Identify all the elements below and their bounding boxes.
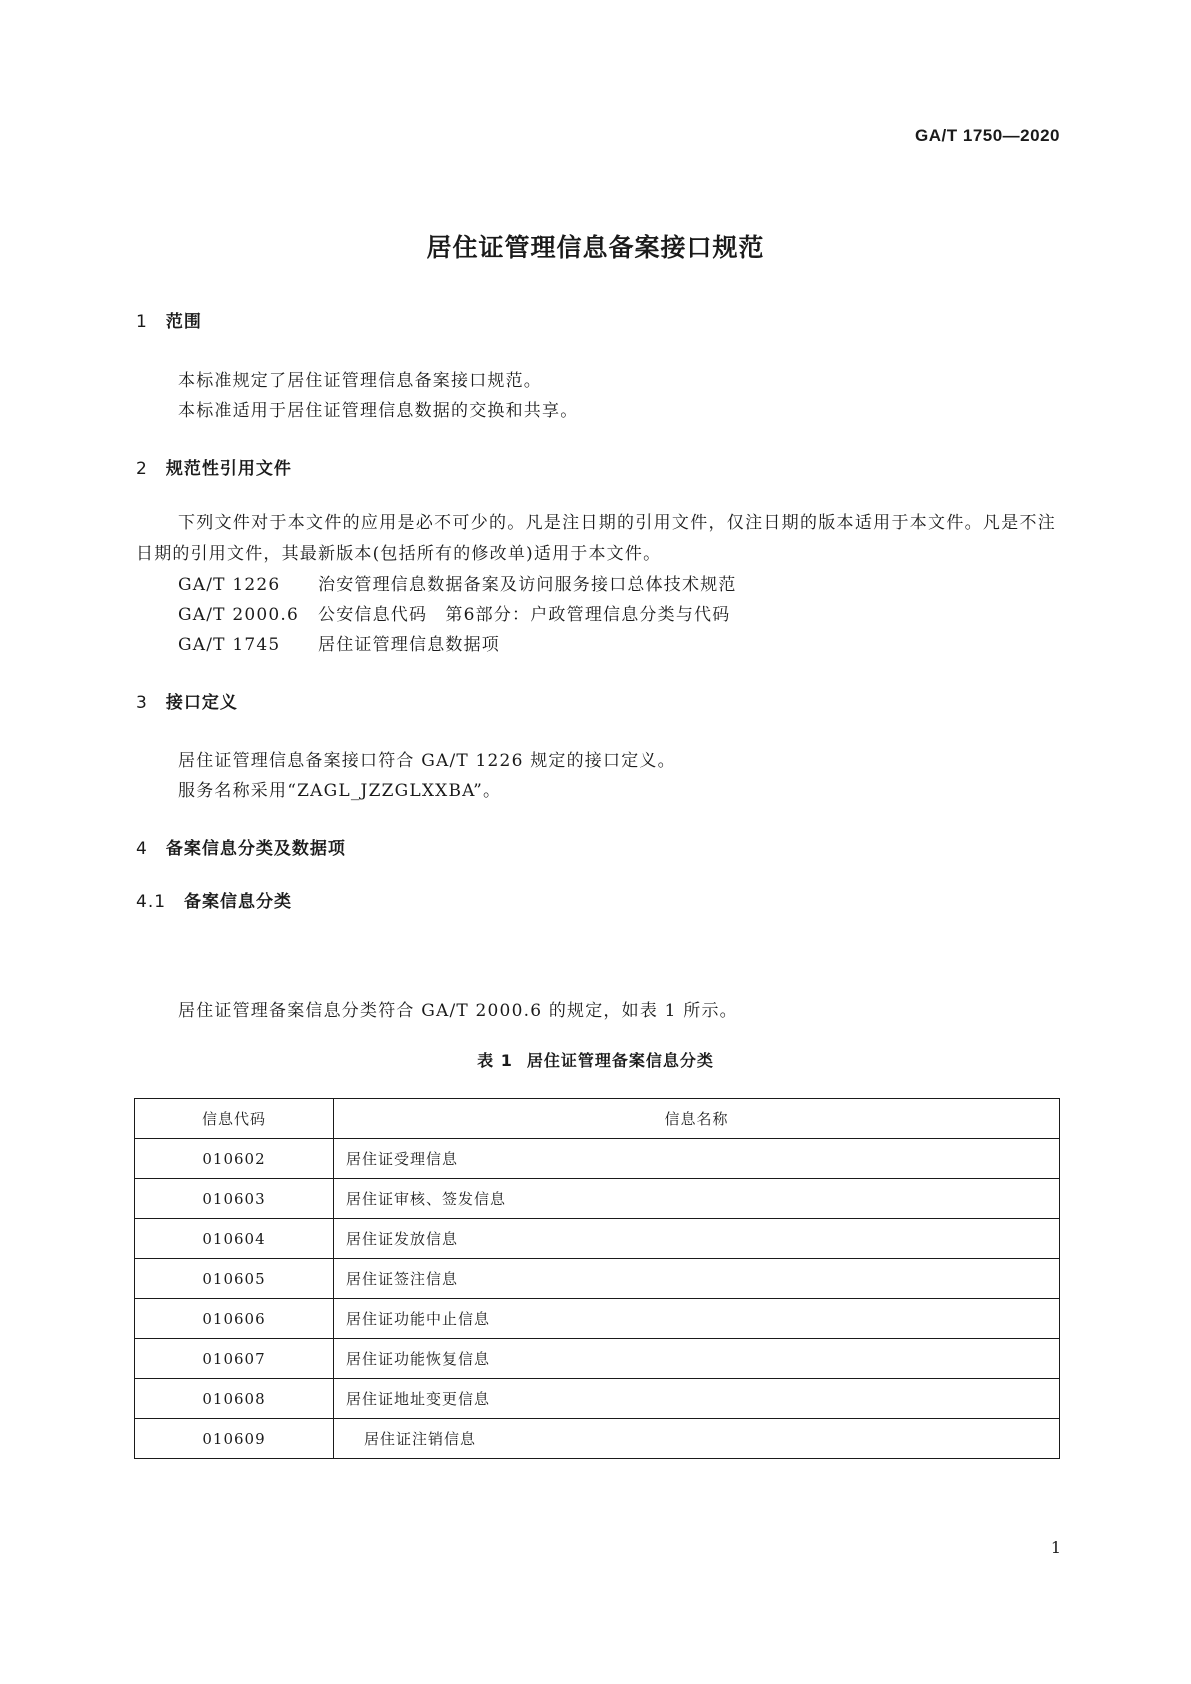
table-header-row [135, 1099, 1060, 1139]
info-name-cell: 居住证功能中止信息 [334, 1299, 1060, 1339]
paragraph: 居住证管理信息备案接口符合 GA/T 1226 规定的接口定义。 [178, 751, 676, 771]
section-number: 1 [136, 312, 148, 332]
info-code-cell: 010606 [135, 1299, 334, 1339]
info-code-cell: 010603 [135, 1179, 334, 1219]
column-header-code: 信息代码 [135, 1099, 334, 1139]
paragraph: 本标准规定了居住证管理信息备案接口规范。 [178, 371, 542, 391]
paragraph: 下列文件对于本文件的应用是必不可少的。凡是注日期的引用文件，仅注日期的版本适用于本文件。凡是不注日期的引用文件，其最新版本(包括所有的修改单)适用于本文件。 [136, 513, 1056, 564]
table-caption [0, 1048, 1191, 1071]
info-name-cell: 居住证功能恢复信息 [334, 1339, 1060, 1379]
table-row [135, 1339, 1060, 1379]
info-name-cell: 居住证地址变更信息 [334, 1379, 1060, 1419]
section-3-heading [136, 688, 238, 713]
info-classification-table [134, 1098, 1060, 1459]
info-name-cell: 居住证受理信息 [334, 1139, 1060, 1179]
column-header-name: 信息名称 [334, 1099, 1060, 1139]
section-4-heading [136, 834, 346, 859]
info-name-cell: 居住证签注信息 [334, 1259, 1060, 1299]
info-code-cell: 010607 [135, 1339, 334, 1379]
table-caption-title: 居住证管理备案信息分类 [526, 1051, 714, 1070]
section-number: 2 [136, 459, 148, 479]
section-1-heading [136, 307, 202, 332]
paragraph: 本标准适用于居住证管理信息数据的交换和共享。 [178, 401, 579, 421]
reference-title: 居住证管理信息数据项 [318, 635, 500, 655]
info-code-cell: 010604 [135, 1219, 334, 1259]
section-2-heading [136, 454, 292, 479]
info-name-cell: 居住证发放信息 [334, 1219, 1060, 1259]
table-row [135, 1219, 1060, 1259]
section-title: 备案信息分类 [184, 892, 293, 912]
reference-item [178, 630, 500, 655]
reference-title: 治安管理信息数据备案及访问服务接口总体技术规范 [318, 575, 737, 595]
table-row [135, 1139, 1060, 1179]
paragraph: 居住证管理备案信息分类符合 GA/T 2000.6 的规定，如表 1 所示。 [178, 1001, 738, 1021]
section-number: 4.1 [136, 892, 167, 912]
standard-code: GA/T 1750—2020 [915, 126, 1060, 145]
reference-item [178, 570, 737, 595]
info-name-cell: 居住证注销信息 [334, 1419, 1060, 1459]
table-row [135, 1379, 1060, 1419]
reference-code: GA/T 1226 [178, 575, 281, 595]
reference-item [178, 600, 730, 625]
section-number: 3 [136, 693, 148, 713]
reference-code: GA/T 2000.6 [178, 605, 300, 625]
table-row [135, 1419, 1060, 1459]
info-name-cell: 居住证审核、签发信息 [334, 1179, 1060, 1219]
reference-code: GA/T 1745 [178, 635, 281, 655]
section-title: 规范性引用文件 [165, 459, 292, 479]
table-row [135, 1179, 1060, 1219]
page-number: 1 [1050, 1538, 1061, 1557]
info-code-cell: 010609 [135, 1419, 334, 1459]
table-row [135, 1259, 1060, 1299]
section-title: 范围 [165, 312, 202, 332]
section-title: 接口定义 [165, 693, 238, 713]
info-code-cell: 010605 [135, 1259, 334, 1299]
section-4-1-heading [136, 887, 292, 912]
table-row [135, 1299, 1060, 1339]
info-code-cell: 010608 [135, 1379, 334, 1419]
section-number: 4 [136, 839, 148, 859]
table-caption-number: 表 1 [477, 1051, 513, 1070]
info-code-cell: 010602 [135, 1139, 334, 1179]
reference-title: 公安信息代码 第6部分：户政管理信息分类与代码 [318, 605, 731, 625]
paragraph: 服务名称采用“ZAGL_JZZGLXXBA”。 [178, 781, 502, 801]
section-title: 备案信息分类及数据项 [165, 839, 346, 859]
document-title: 居住证管理信息备案接口规范 [426, 233, 765, 262]
